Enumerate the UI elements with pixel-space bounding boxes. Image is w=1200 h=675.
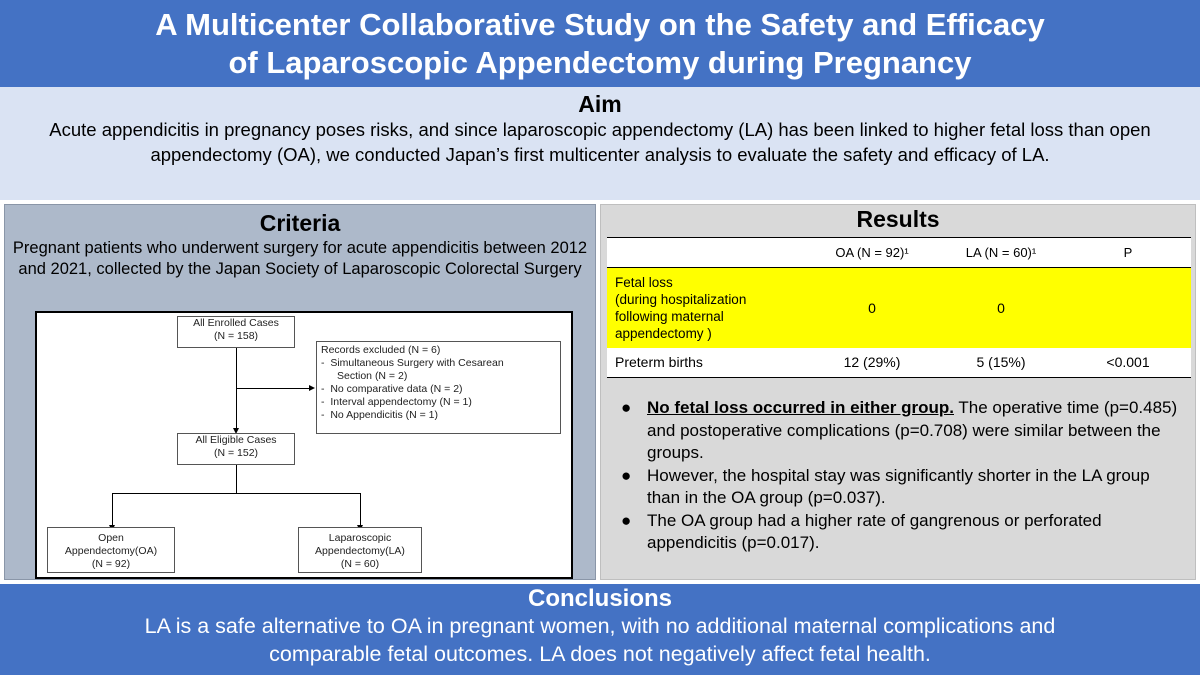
- bullet-text: However, the hospital stay was significantly shorter in the LA group than in the OA group (p=0.037).: [647, 465, 1150, 507]
- flow-line-horizontal: [112, 493, 361, 494]
- flow-eligible-count: (N = 152): [213, 447, 259, 459]
- flow-excluded-item-cont: Section (N = 2): [337, 370, 408, 382]
- flow-arrow-down-oa: [112, 493, 113, 525]
- aim-text: Acute appendicitis in pregnancy poses risks, and since laparoscopic appendectomy (LA) has been linked to higher fetal loss than open appendectomy (OA), we conducted Japan’s first multicenter analysis to evaluate the safety and efficacy of LA.: [49, 119, 1151, 165]
- bullet-icon: ●: [621, 465, 632, 485]
- flow-excluded-title: Records excluded (N = 6): [321, 344, 441, 356]
- conclusions-line-1: LA is a safe alternative to OA in pregnant women, with no additional maternal complications and: [144, 614, 1056, 638]
- results-section: [600, 204, 1196, 580]
- flow-enrolled-count: (N = 158): [213, 330, 259, 342]
- table-header-p: P: [1065, 238, 1191, 268]
- flow-box-eligible: [177, 433, 295, 465]
- poster-title: [0, 0, 1200, 87]
- list-item: [621, 510, 1181, 555]
- aim-section: [0, 87, 1200, 200]
- table-header-blank: [607, 238, 807, 268]
- fetal-loss-p: [1065, 268, 1191, 348]
- fetal-loss-oa: 0: [807, 268, 937, 348]
- list-item: [621, 397, 1181, 465]
- results-table: [607, 237, 1191, 378]
- conclusions-line-2: comparable fetal outcomes. LA does not negatively affect fetal health.: [269, 642, 931, 666]
- flow-arrow-down-la: [360, 493, 361, 525]
- preterm-la: 5 (15%): [937, 348, 1065, 378]
- flow-box-enrolled: [177, 316, 295, 348]
- bullet-emphasis: No fetal loss occurred in either group.: [647, 398, 954, 417]
- list-item: [621, 465, 1181, 510]
- fetal-loss-label: Fetal loss (during hospitalization following maternal appendectomy ): [607, 268, 807, 348]
- bullet-icon: ●: [621, 510, 632, 530]
- criteria-section: [4, 204, 596, 580]
- flow-open-count: (N = 92): [91, 558, 131, 570]
- table-row-preterm: [607, 348, 1191, 378]
- conclusions-heading: Conclusions: [527, 585, 672, 612]
- results-heading: Results: [856, 206, 940, 232]
- flow-open-line2: Appendectomy(OA): [64, 545, 158, 557]
- bullet-text: The operative time (p=0.485) and postoperative complications (p=0.708) were similar between the groups.: [647, 398, 1178, 462]
- title-line-2: of Laparoscopic Appendectomy during Pregnancy: [228, 44, 972, 80]
- flow-excluded-item: - Interval appendectomy (N = 1): [321, 396, 472, 408]
- fetal-loss-la: 0: [937, 268, 1065, 348]
- preterm-oa: 12 (29%): [807, 348, 937, 378]
- criteria-text: Pregnant patients who underwent surgery for acute appendicitis between 2012 and 2021, collected by the Japan Society of Laparoscopic Colorectal Surgery: [12, 239, 588, 278]
- flow-lap-line1: Laparoscopic: [328, 532, 392, 544]
- table-header-la: LA (N = 60)¹: [937, 238, 1065, 268]
- criteria-heading: Criteria: [259, 210, 341, 236]
- table-header-oa: OA (N = 92)¹: [807, 238, 937, 268]
- preterm-p: <0.001: [1065, 348, 1191, 378]
- flow-eligible-label: All Eligible Cases: [195, 434, 277, 446]
- table-row-fetal-loss: [607, 268, 1191, 348]
- flow-line-split: [236, 465, 237, 493]
- flow-lap-line2: Appendectomy(LA): [315, 545, 405, 557]
- flow-box-excluded: [316, 341, 561, 434]
- flow-diagram: [35, 311, 573, 579]
- flow-lap-count: (N = 60): [340, 558, 380, 570]
- bullet-text: The OA group had a higher rate of gangrenous or perforated appendicitis (p=0.017).: [647, 510, 1102, 552]
- flow-box-open: [47, 527, 175, 573]
- table-header-row: [607, 238, 1191, 268]
- flow-box-lap: [298, 527, 422, 573]
- title-line-1: A Multicenter Collaborative Study on the Safety and Efficacy: [155, 6, 1045, 42]
- aim-heading: Aim: [578, 91, 622, 117]
- results-bullets: [621, 397, 1181, 555]
- flow-excluded-item: - No comparative data (N = 2): [321, 383, 463, 395]
- conclusions-section: [0, 584, 1200, 675]
- preterm-label: Preterm births: [607, 348, 807, 378]
- flow-excluded-item: - Simultaneous Surgery with Cesarean: [321, 357, 504, 369]
- flow-enrolled-label: All Enrolled Cases: [193, 317, 279, 329]
- flow-arrow-right-excluded: [236, 388, 309, 389]
- bullet-icon: ●: [621, 398, 632, 417]
- flow-open-line1: Open: [98, 532, 124, 544]
- flow-excluded-item: - No Appendicitis (N = 1): [321, 409, 439, 421]
